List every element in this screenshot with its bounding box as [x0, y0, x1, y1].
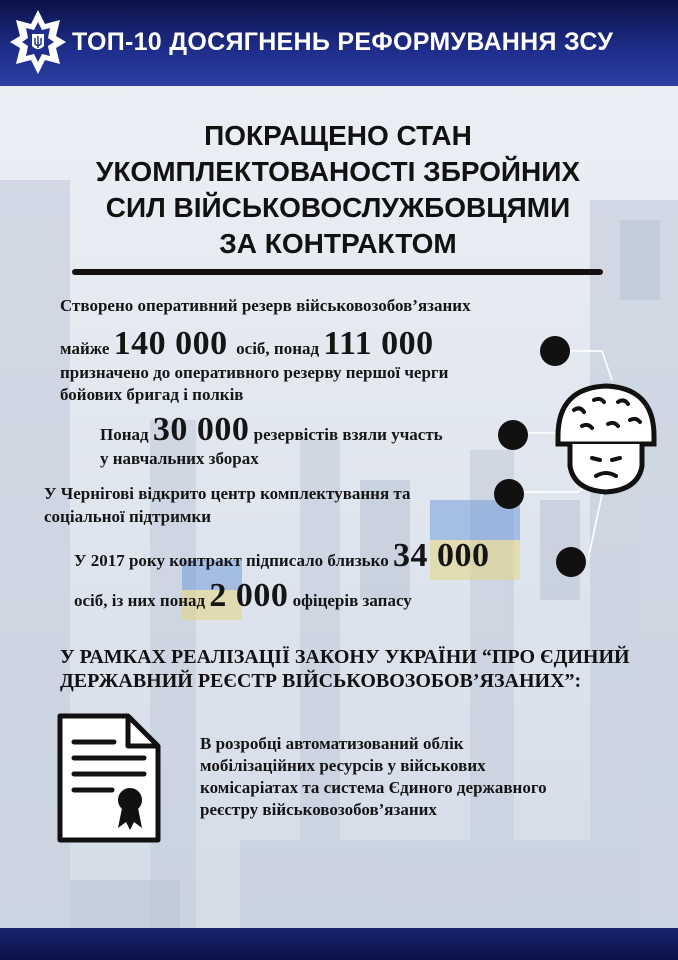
- training-text: у навчальних зборах: [100, 449, 259, 468]
- registry-description-line: В розробці автоматизований облік: [200, 734, 464, 753]
- reserve-numbers-line: [60, 325, 434, 362]
- contract-2017-label: У 2017 року контракт підписало близько: [74, 551, 389, 570]
- page-title-line: ЗА КОНТРАКТОМ: [219, 228, 457, 259]
- reserve-intro-text: Створено оперативний резерв військовозобов’язаних: [60, 296, 471, 315]
- of-them-over-label: осіб, із них понад: [74, 591, 206, 610]
- num-34000: 34 000: [392, 537, 490, 574]
- page-title-line: СИЛ ВІЙСЬКОВОСЛУЖБОВЦЯМИ: [105, 192, 571, 223]
- num-111000: 111 000: [323, 325, 434, 362]
- section-heading: [60, 645, 630, 693]
- num-30000: 30 000: [152, 411, 250, 448]
- num-2000: 2 000: [209, 577, 289, 614]
- officers-line: [74, 577, 412, 614]
- reservists-label: резервістів взяли участь: [253, 425, 443, 444]
- bullet-dot: [556, 547, 586, 577]
- soldier-helmet-icon: [548, 380, 664, 498]
- header-title: ТОП-10 ДОСЯГНЕНЬ РЕФОРМУВАННЯ ЗСУ: [72, 28, 614, 56]
- assigned-text-line2: бойових бригад і полків: [60, 385, 244, 404]
- registry-description-line: мобілізаційних ресурсів у військових: [200, 756, 486, 775]
- persons-over-label: осіб, понад: [236, 339, 320, 358]
- reserve-officers-label: офіцерів запасу: [292, 591, 412, 610]
- contract-2017-line: [74, 537, 490, 574]
- section-heading-line: У РАМКАХ РЕАЛІЗАЦІЇ ЗАКОНУ УКРАЇНИ “ПРО ЄДИНИЙ: [60, 646, 630, 668]
- page-title-line: УКОМПЛЕКТОВАНОСТІ ЗБРОЙНИХ: [95, 156, 581, 187]
- chernihiv-text-line1: У Чернігові відкрито центр комплектування та: [44, 484, 411, 503]
- chernihiv-text-line2: соціальної підтримки: [44, 507, 212, 526]
- registry-description: [200, 733, 547, 821]
- registry-description-line: комісаріатах та система Єдиного державного: [200, 778, 547, 797]
- section-heading-line: ДЕРЖАВНИЙ РЕЄСТР ВІЙСЬКОВОЗОБОВ’ЯЗАНИХ”:: [60, 670, 582, 692]
- over-label: Понад: [100, 425, 149, 444]
- almost-label: майже: [60, 339, 110, 358]
- page-title-line: ПОКРАЩЕНО СТАН: [204, 120, 472, 151]
- reservists-line: [100, 411, 443, 448]
- registry-description-line: реєстру військовозобов’язаних: [200, 800, 437, 819]
- assigned-text-line1: призначено до оперативного резерву першої черги: [60, 363, 449, 382]
- bullet-dot: [540, 336, 570, 366]
- num-140000: 140 000: [113, 325, 228, 362]
- footer-bar: [0, 928, 678, 960]
- document-certificate-icon: [56, 712, 162, 844]
- bullet-dot: [498, 420, 528, 450]
- bullet-dot: [494, 479, 524, 509]
